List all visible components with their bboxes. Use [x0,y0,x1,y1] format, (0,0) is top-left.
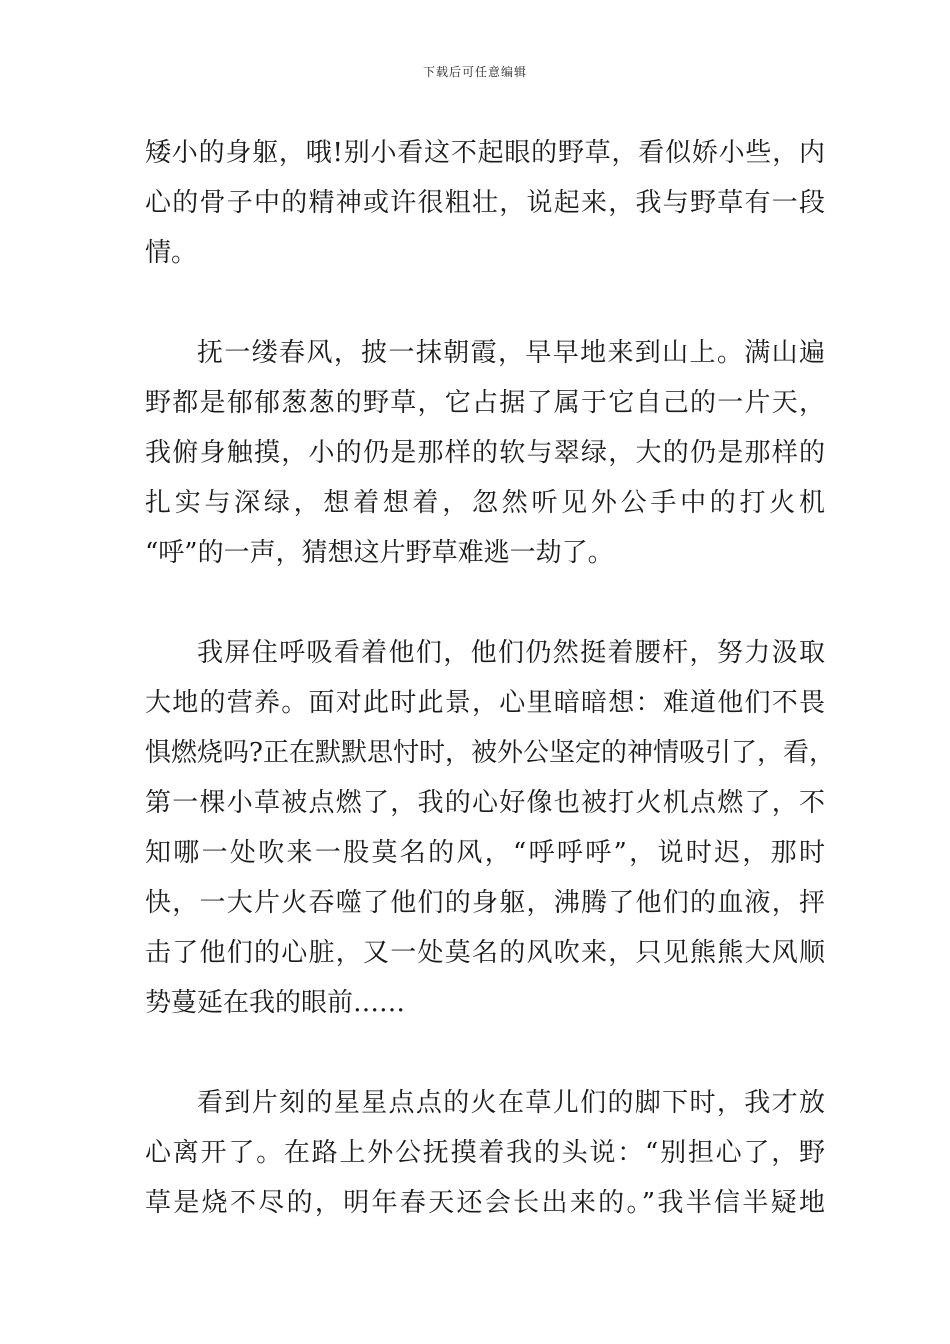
text-line: 我俯身触摸，小的仍是那样的软与翠绿，大的仍是那样的 [145,438,825,468]
text-line: “呼”的一声，猜想这片野草难逃一劫了。 [145,538,614,568]
paragraph-2 [145,328,825,578]
text-line: 野都是郁郁葱葱的野草，它占据了属于它自己的一片天， [145,388,825,418]
page-header: 下载后可任意编辑 [422,65,527,79]
paragraph-1 [145,128,825,278]
paragraph-gap [145,1028,825,1078]
document-body [145,128,835,1228]
text-line: 快，一大片火吞噬了他们的身躯，沸腾了他们的血液，抨 [145,888,825,918]
text-line: 心离开了。在路上外公抚摸着我的头说：“别担心了，野 [145,1138,825,1168]
paragraph-gap [145,578,825,628]
text-line: 抚一缕春风，披一抹朝霞，早早地来到山上。满山遍 [197,338,825,368]
paragraph-4 [145,1078,825,1228]
text-line: 心的骨子中的精神或许很粗壮，说起来，我与野草有一段 [145,188,825,218]
text-line: 第一棵小草被点燃了，我的心好像也被打火机点燃了，不 [145,788,825,818]
text-line: 知哪一处吹来一股莫名的风，“呼呼呼”，说时迟，那时 [145,838,825,868]
text-line: 看到片刻的星星点点的火在草儿们的脚下时，我才放 [197,1088,825,1118]
text-line: 大地的营养。面对此时此景，心里暗暗想：难道他们不畏 [145,688,825,718]
text-line: 惧燃烧吗?正在默默思忖时，被外公坚定的神情吸引了，看， [145,738,835,768]
text-line: 矮小的身躯，哦!别小看这不起眼的野草，看似娇小些，内 [145,138,825,168]
text-line: 我屏住呼吸看着他们，他们仍然挺着腰杆，努力汲取 [197,638,825,668]
paragraph-3 [145,628,835,1028]
text-line: 势蔓延在我的眼前…… [145,988,406,1018]
text-line: 草是烧不尽的，明年春天还会长出来的。”我半信半疑地 [145,1188,825,1218]
text-line: 扎实与深绿，想着想着，忽然听见外公手中的打火机 [145,488,825,518]
text-line: 击了他们的心脏，又一处莫名的风吹来，只见熊熊大风顺 [145,938,825,968]
paragraph-gap [145,278,825,328]
text-line: 情。 [145,238,198,268]
